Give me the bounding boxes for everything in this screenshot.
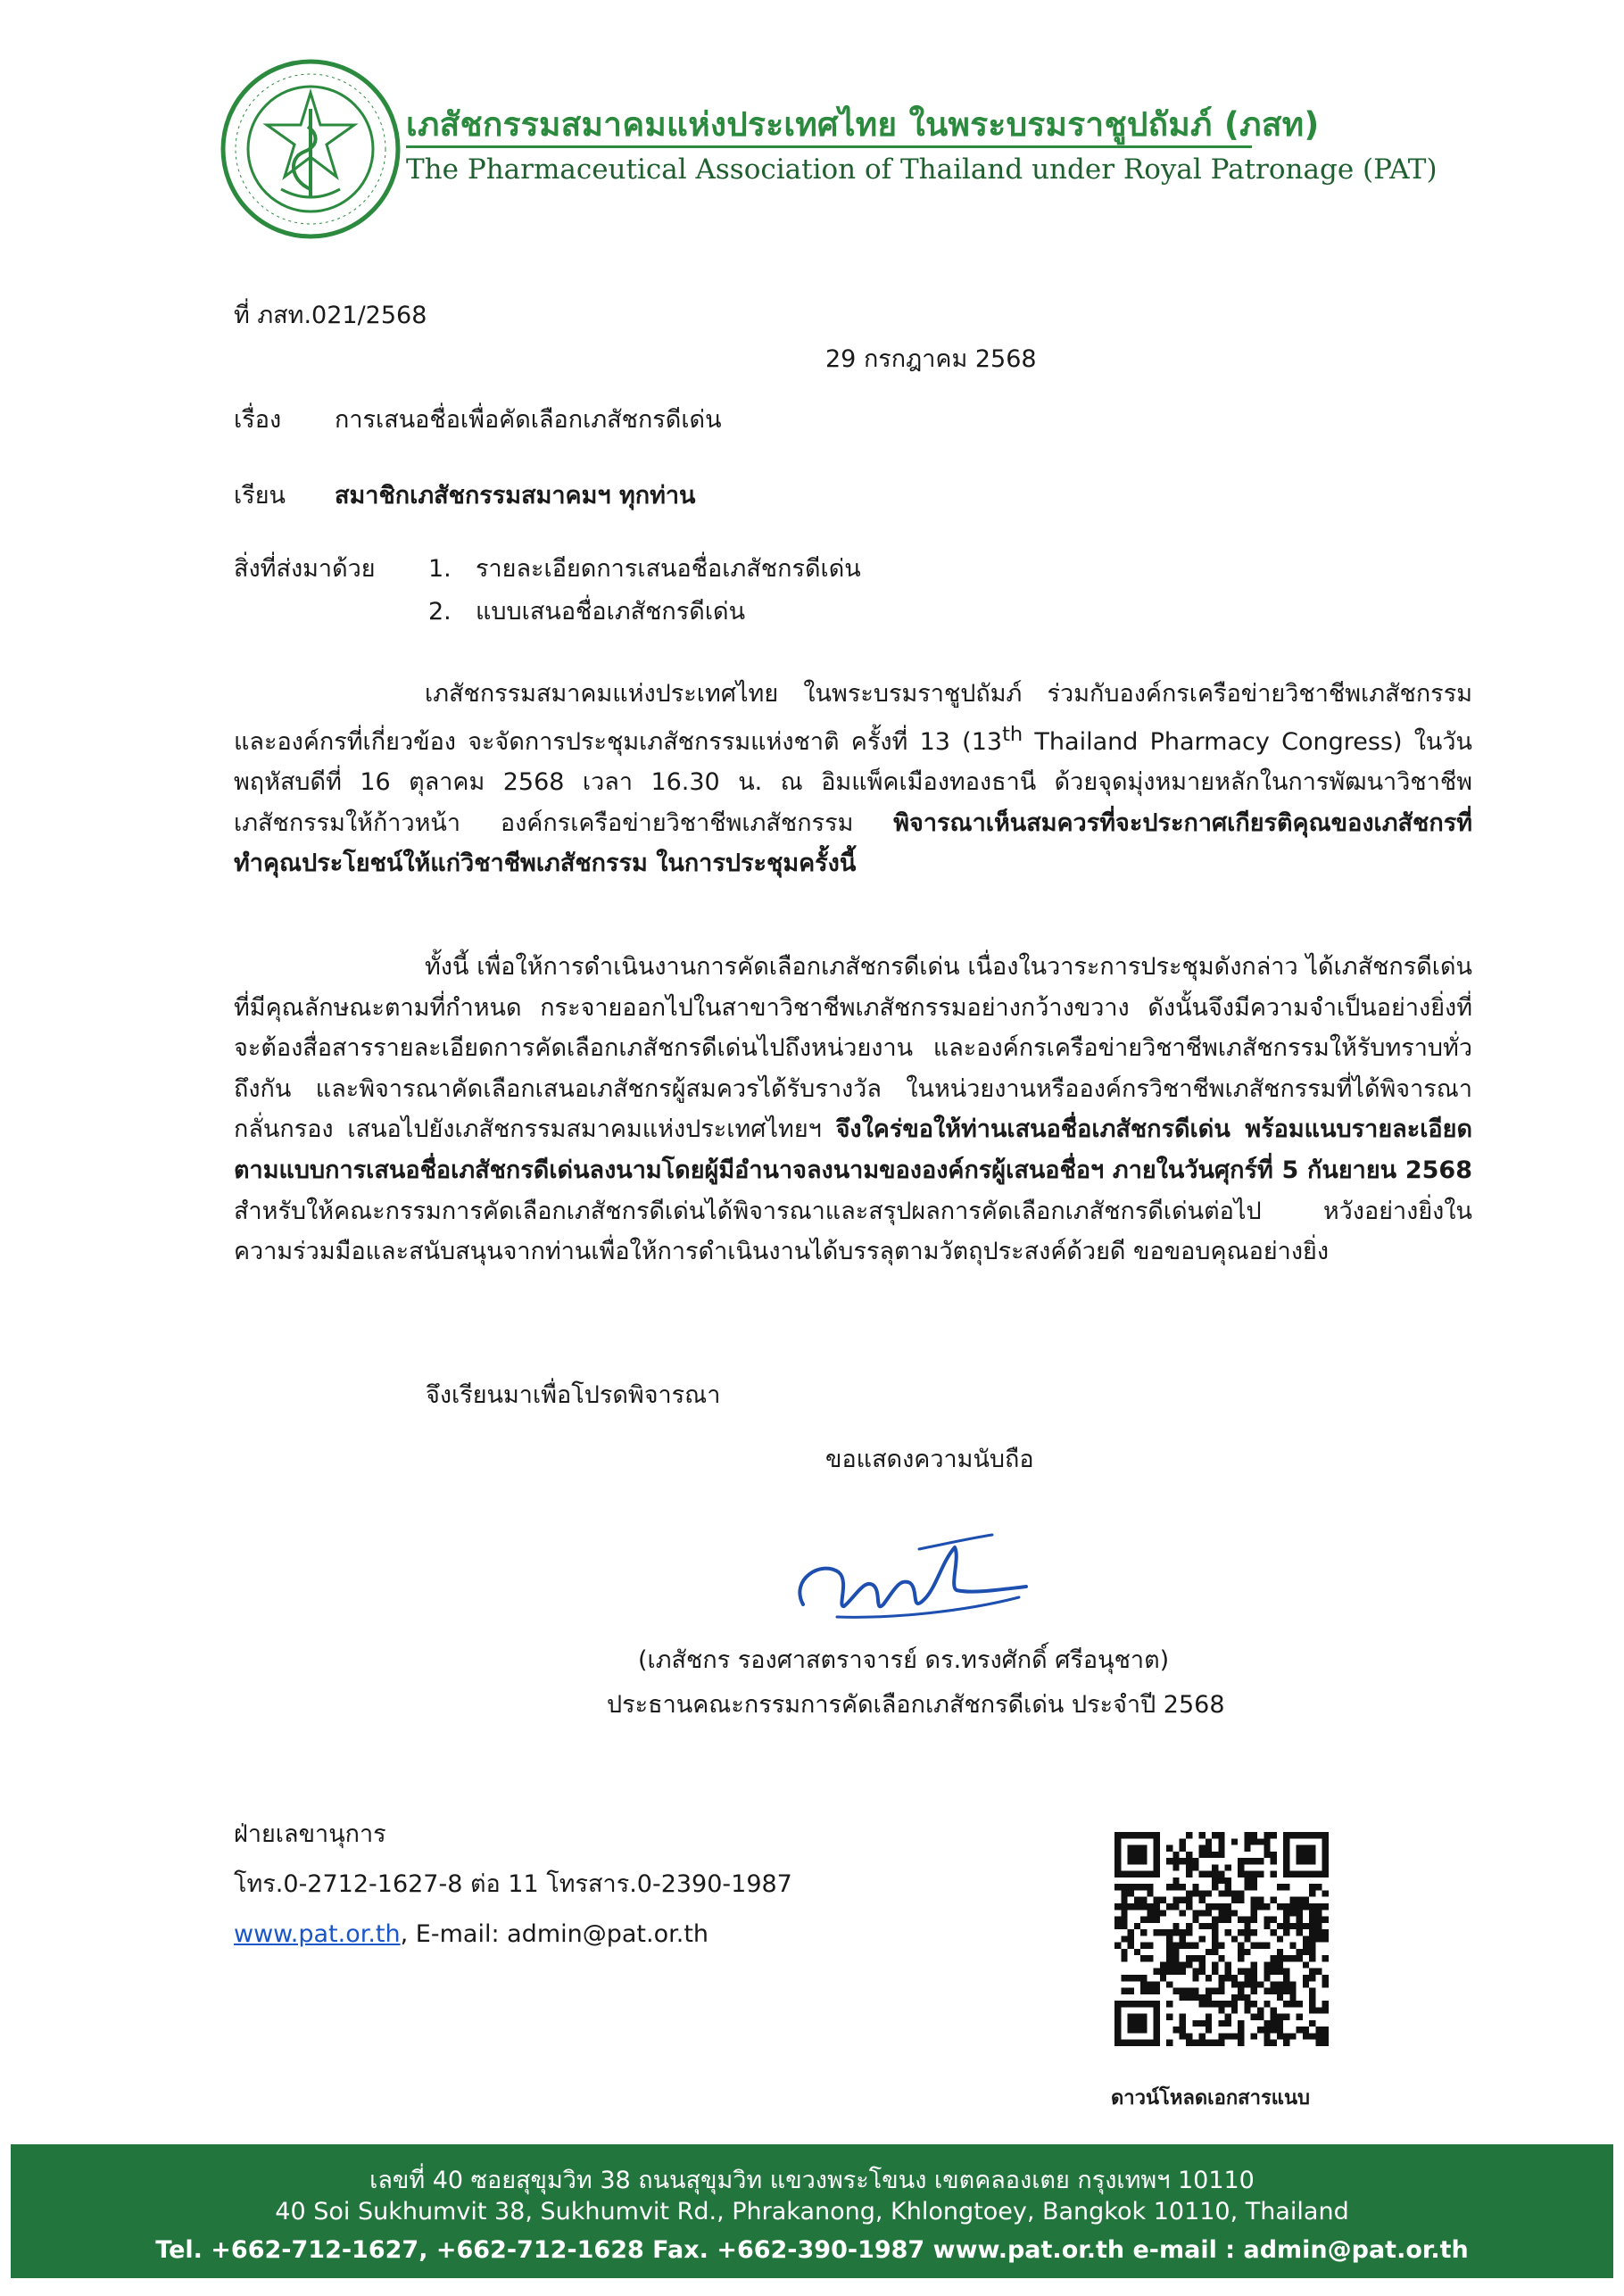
org-name-en: The Pharmaceutical Association of Thailand under Royal Patronage (PAT) bbox=[406, 153, 1438, 186]
phone-fax: โทร.0-2712-1627-8 ต่อ 11 โทรสาร.0-2390-1987 bbox=[234, 1870, 792, 1898]
body-emphasis: จึงใคร่ขอให้ท่านเสนอชื่อเภสัชกรดีเด่น พร้อมแนบรายละเอียดตามแบบการเสนอชื่อเภสัชกรดีเด่นลงนามโดยผู้มีอำนาจลงนามขององค์กรผู้เสนอชื่อฯ ภายในวันศุกร์ที่ 5 กันยายน 2568 bbox=[234, 1115, 1473, 1184]
signer-name: (เภสัชกร รองศาสตราจารย์ ดร.ทรงศักดิ์ ศรีอนุชาต) bbox=[638, 1646, 1170, 1674]
body-text: สำหรับให้คณะกรรมการคัดเลือกเภสัชกรดีเด่นได้พิจารณาและสรุปผลการคัดเลือกเภสัชกรดีเด่นต่อไป หวังอย่างยิ่งในความร่วมมือและสนับสนุนจากท่านเพื่อให้การดำเนินงานได้บรรลุตามวัตถุประสงค์ด้วยดี ขอขอบคุณอย่างยิ่ง bbox=[234, 1197, 1472, 1266]
handwritten-signature bbox=[785, 1508, 1044, 1642]
footer-bar bbox=[11, 2144, 1613, 2278]
reference-number: ที่ ภสท.021/2568 bbox=[234, 302, 427, 329]
enclosure-number: 1. bbox=[428, 555, 452, 583]
org-name-th: เภสัชกรรมสมาคมแห่งประเทศไทย ในพระบรมราชูปถัมภ์ (ภสท) bbox=[406, 105, 1320, 144]
qr-code-icon[interactable] bbox=[1114, 1832, 1329, 2046]
body-emphasis: พิจารณาเห็นสมควรที่จะประกาศเกียรติคุณของเภสัชกรที่ทำคุณประโยชน์ให้แก่วิชาชีพเภสัชกรรม ในการประชุมครั้งนี้ bbox=[234, 808, 1472, 878]
website-link[interactable]: www.pat.or.th bbox=[234, 1920, 401, 1948]
enclosure-item: รายละเอียดการเสนอชื่อเภสัชกรดีเด่น bbox=[476, 555, 861, 583]
pat-seal-logo bbox=[219, 55, 402, 243]
closing-phrase: จึงเรียนมาเพื่อโปรดพิจารณา bbox=[426, 1381, 721, 1409]
body-text: ทั้งนี้ เพื่อให้การดำเนินงานการคัดเลือกเภสัชกรดีเด่น เนื่องในวาระการประชุมดังกล่าว ได้เภสัชกรดีเด่นที่มีคุณลักษณะตามที่กำหนด กระจายออกไปในสาขาวิชาชีพเภสัชกรรมอย่างกว้างขวาง ดังนั้นจึงมีความจำเป็นอย่างยิ่งที่จะต้องสื่อสารรายละเอียดการคัดเลือกเภสัชกรดีเด่นไปถึงหน่วยงาน และองค์กรเครือข่ายวิชาชีพเภสัชกรรมให้รับทราบทั่วถึงกัน และพิจารณาคัดเลือกเสนอเภสัชกรผู้สมควรได้รับรางวัล ในหน่วยงานหรือองค์กรวิชาชีพเภสัชกรรมที่ได้พิจารณากลั่นกรอง เสนอไปยังเภสัชกรรมสมาคมแห่งประเทศไทยฯ bbox=[234, 953, 1472, 1144]
subject-text: การเสนอชื่อเพื่อคัดเลือกเภสัชกรดีเด่น bbox=[335, 406, 722, 434]
subject-label: เรื่อง bbox=[234, 406, 282, 434]
recipient-label: เรียน bbox=[234, 482, 286, 510]
ordinal-superscript: th bbox=[1002, 722, 1023, 746]
department-label: ฝ่ายเลขานุการ bbox=[234, 1820, 386, 1848]
body-paragraph-2 bbox=[234, 947, 1472, 1272]
body-paragraph-1 bbox=[234, 674, 1472, 884]
body-text: เภสัชกรรมสมาคมแห่งประเทศไทย ในพระบรมราชูปถัมภ์ ร่วมกับองค์กรเครือข่ายวิชาชีพเภสัชกรรมและองค์กรที่เกี่ยวข้อง จะจัดการประชุมเภสัชกรรมแห่งชาติ ครั้งที่ 13 (13 bbox=[234, 680, 1472, 756]
recipient-text: สมาชิกเภสัชกรรมสมาคมฯ ทุกท่าน bbox=[335, 482, 696, 510]
enclosure-item: แบบเสนอชื่อเภสัชกรดีเด่น bbox=[476, 598, 746, 626]
regards: ขอแสดงความนับถือ bbox=[825, 1446, 1034, 1473]
web-email-line bbox=[234, 1920, 708, 1949]
body-text: Thailand Pharmacy Congress) ในวันพฤหัสบดีที่ 16 ตุลาคม 2568 เวลา 16.30 น. ณ อิมแพ็คเมืองทองธานี ด้วยจุดมุ่งหมายหลักในการพัฒนาวิชาชีพเภสัชกรรมให้ก้าวหน้า องค์กรเครือข่ายวิชาชีพเภสัชกรรม bbox=[234, 727, 1472, 837]
footer-address-th: เลขที่ 40 ซอยสุขุมวิท 38 ถนนสุขุมวิท แขวงพระโขนง เขตคลองเตย กรุงเทพฯ 10110 bbox=[369, 2167, 1255, 2194]
footer-contact: Tel. +662-712-1627, +662-712-1628 Fax. +662-390-1987 www.pat.or.th e-mail : admin@pat.or.th bbox=[155, 2236, 1469, 2264]
enclosure-number: 2. bbox=[428, 598, 452, 626]
footer-address-en: 40 Soi Sukhumvit 38, Sukhumvit Rd., Phrakanong, Khlongtoey, Bangkok 10110, Thailand bbox=[275, 2198, 1349, 2226]
signer-title: ประธานคณะกรรมการคัดเลือกเภสัชกรดีเด่น ประจำปี 2568 bbox=[607, 1691, 1225, 1719]
enclosures-label: สิ่งที่ส่งมาด้วย bbox=[234, 555, 376, 583]
header-divider bbox=[406, 145, 1252, 148]
email-text: , E-mail: admin@pat.or.th bbox=[400, 1920, 709, 1948]
letter-date: 29 กรกฎาคม 2568 bbox=[825, 345, 1037, 373]
qr-caption: ดาวน์โหลดเอกสารแนบ bbox=[1111, 2087, 1310, 2110]
